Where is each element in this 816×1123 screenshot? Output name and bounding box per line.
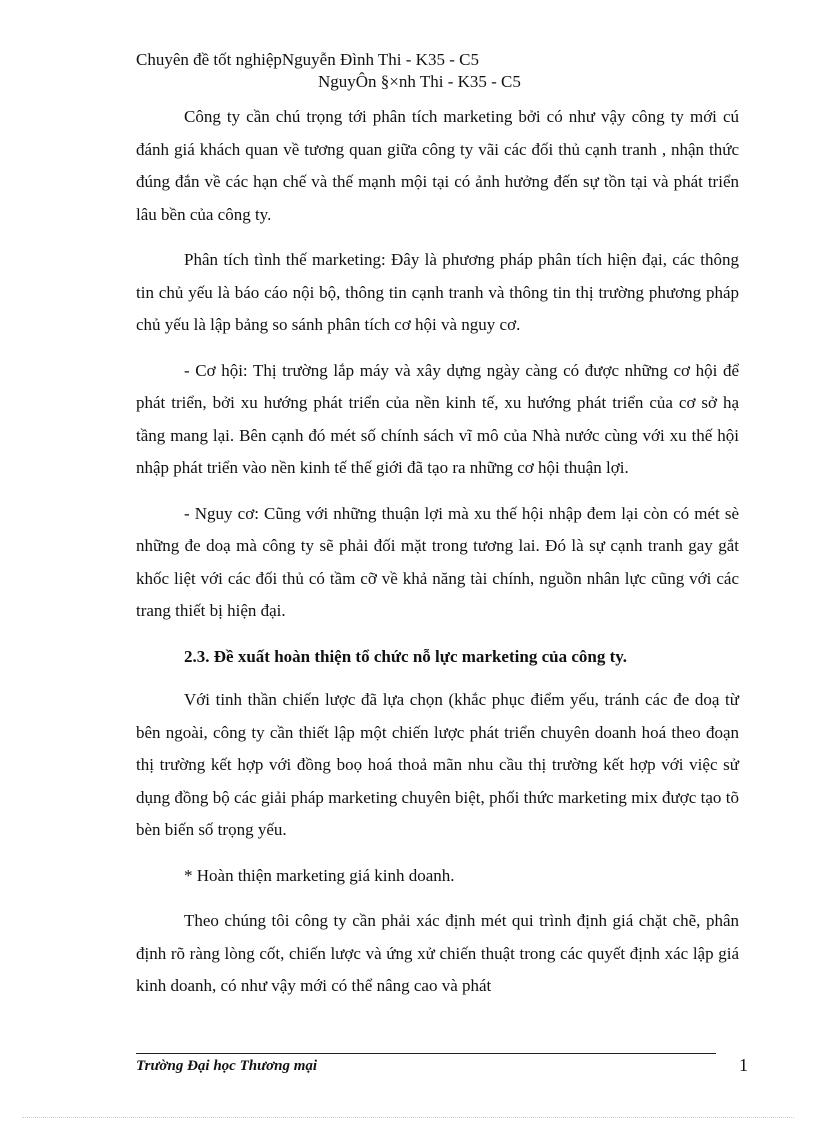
paragraph-pricing-process: Theo chúng tôi công ty cần phải xác định mét qui trình định giá chặt chẽ, phân định rõ ràng lòng cốt, chiến lược và ứng xử chiến thuật trong các quyết định xác lập giá kinh doanh, có như vậy mới có thể nâng cao và phát — [136, 911, 739, 995]
paragraph-strategy: Với tinh thần chiến lược đã lựa chọn (khắc phục điểm yếu, tránh các đe doạ từ bên ngoài, công ty cần thiết lập một chiến lược phát triển chuyên doanh hoá theo đoạn thị trường kết hợp với đồng boọ hoá thoả mãn nhu cầu thị trường kết hợp với việc sử dụng đồng bộ các giải pháp marketing chuyên biệt, phối thức marketing mix được tạo tõ bèn biến số trọng yếu. — [136, 690, 739, 839]
paragraph-situation-analysis: Phân tích tình thế marketing: Đây là phương pháp phân tích hiện đại, các thông tin chủ yếu là báo cáo nội bộ, thông tin cạnh tranh và thông tin thị trường phương pháp chủ yếu là lập bảng so sánh phân tích cơ hội và nguy cơ. — [136, 250, 739, 334]
paragraph-marketing-analysis: Công ty cần chú trọng tới phân tích marketing bởi có như vậy công ty mới cú đánh giá khách quan về tương quan giữa công ty vãi các đối thủ cạnh tranh , nhận thức đúng đắn về các hạn chế và thế mạnh mội tại có ảnh hưởng đến sự tồn tại và phát triển lâu bền của công ty. — [136, 107, 739, 224]
footer-divider — [136, 1053, 716, 1054]
footer-school-name: Trường Đại học Thương mại — [136, 1058, 318, 1074]
running-header-line-2: NguyÔn §×nh Thi - K35 - C5 — [318, 72, 521, 91]
paragraph-pricing-subheading: * Hoàn thiện marketing giá kinh doanh. — [184, 865, 455, 885]
page-bottom-dotted-border — [22, 1117, 794, 1118]
paragraph-opportunities: - Cơ hội: Thị trường lắp máy và xây dựng ngày càng có được những cơ hội để phát triển, bởi xu hướng phát triển của nền kinh tế, xu hướng phát triển của cơ sở hạ tầng mang lại. Bên cạnh đó mét số chính sách vĩ mô của Nhà nước cùng với xu thế hội nhập phát triển vào nền kinh tế thế giới đã tạo ra những cơ hội thuận lợi. — [136, 360, 739, 477]
document-body — [136, 101, 739, 1016]
page-number: 1 — [739, 1055, 748, 1075]
paragraph-threats: - Nguy cơ: Cũng với những thuận lợi mà xu thế hội nhập đem lại còn có mét sè những đe doạ mà công ty sẽ phải đối mặt trong tương lai. Đó là sự cạnh tranh gay gắt khốc liệt với các đối thủ có tầm cỡ về khả năng tài chính, nguồn nhân lực cũng với các trang thiết bị hiện đại. — [136, 503, 739, 620]
running-header-line-1: Chuyên đề tốt nghiệpNguyễn Đình Thi - K35 - C5 — [136, 50, 479, 69]
section-heading-2-3: 2.3. Đề xuất hoàn thiện tổ chức nỗ lực marketing của công ty. — [184, 646, 628, 666]
